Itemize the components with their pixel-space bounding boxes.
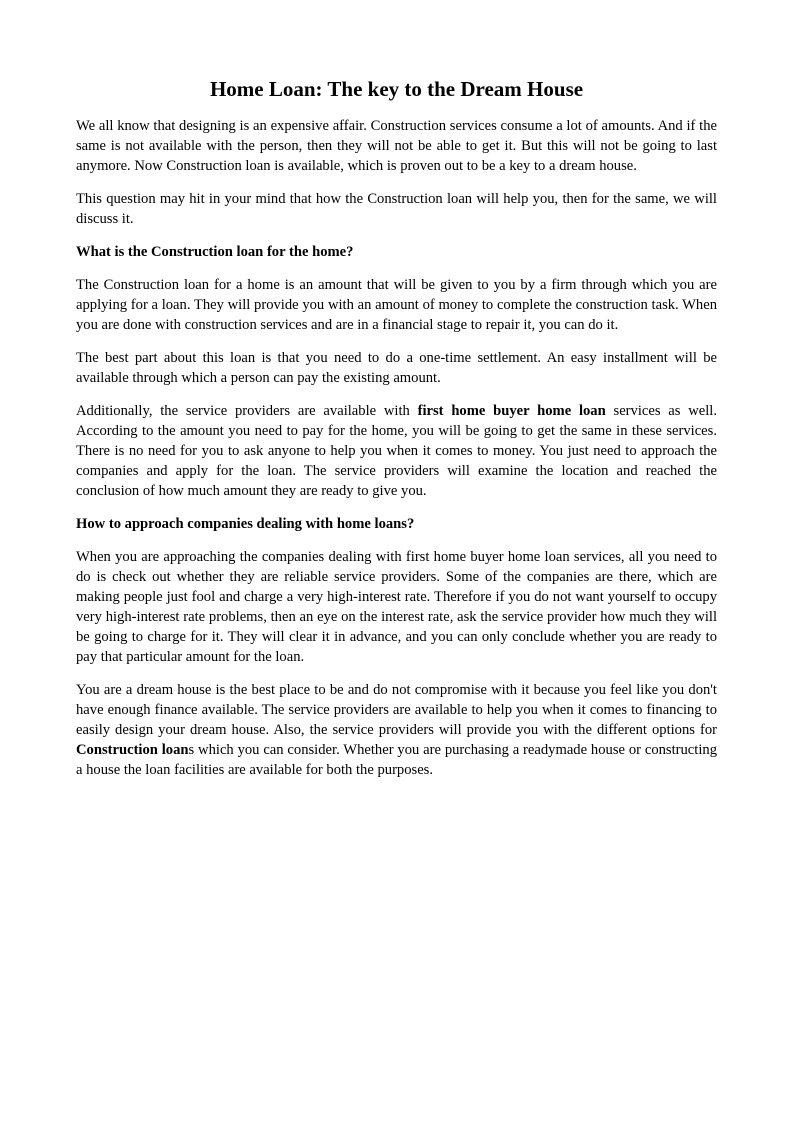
paragraph-text: s which you can consider. Whether you are purchasing a readymade house or constructing a house the loan facilities are available for both the purposes. — [76, 742, 717, 778]
paragraph-text: Additionally, the service providers are available with — [76, 403, 418, 419]
question-paragraph: This question may hit in your mind that how the Construction loan will help you, then for the same, we will discuss it. — [76, 191, 717, 227]
intro-paragraph: We all know that designing is an expensive affair. Construction services consume a lot of amounts. And if the same is not available with the person, then they will not be able to get it. But this will not be going to last anymore. Now Construction loan is available, which is proven out to be a key to a dream house. — [76, 118, 717, 174]
dream-house-paragraph — [76, 680, 717, 780]
section-heading-approach-companies: How to approach companies dealing with home loans? — [76, 516, 415, 532]
paragraph-text: services as well. According to the amount you need to pay for the home, you will be going to get the same in these services. There is no need for you to ask anyone to help you when it comes to money. You just need to approach the companies and apply for the loan. The service providers will examine the location and reached the conclusion of how much amount they are ready to give you. — [76, 403, 717, 499]
first-home-buyer-paragraph — [76, 401, 717, 501]
paragraph-text: You are a dream house is the best place to be and do not compromise with it because you feel like you don't have enough finance available. The service providers are available to help you when it comes to financing to easily design your dream house. Also, the service providers will provide you with the different options for — [76, 682, 717, 738]
document-page — [76, 74, 717, 793]
construction-loan-definition-paragraph: The Construction loan for a home is an amount that will be given to you by a firm through which you are applying for a loan. They will provide you with an amount of money to complete the construction task. When you are done with construction services and are in a financial stage to repair it, you can do it. — [76, 277, 717, 333]
approach-companies-paragraph: When you are approaching the companies dealing with first home buyer home loan services, all you need to do is check out whether they are reliable service providers. Some of the companies are there, which are making people just fool and charge a very high-interest rate. Therefore if you do not want yourself to occupy very high-interest rate problems, then an eye on the interest rate, ask the service provider how much they will be going to charge for it. They will clear it in advance, and you can only conclude whether you are ready to pay that particular amount for the loan. — [76, 549, 717, 665]
section-heading-construction-loan: What is the Construction loan for the home? — [76, 244, 354, 260]
settlement-paragraph: The best part about this loan is that you need to do a one-time settlement. An easy installment will be available through which a person can pay the existing amount. — [76, 350, 717, 386]
page-title: Home Loan: The key to the Dream House — [209, 77, 584, 101]
first-home-buyer-keyword: first home buyer home loan — [417, 403, 606, 419]
construction-loan-keyword: Construction loan — [76, 742, 189, 758]
